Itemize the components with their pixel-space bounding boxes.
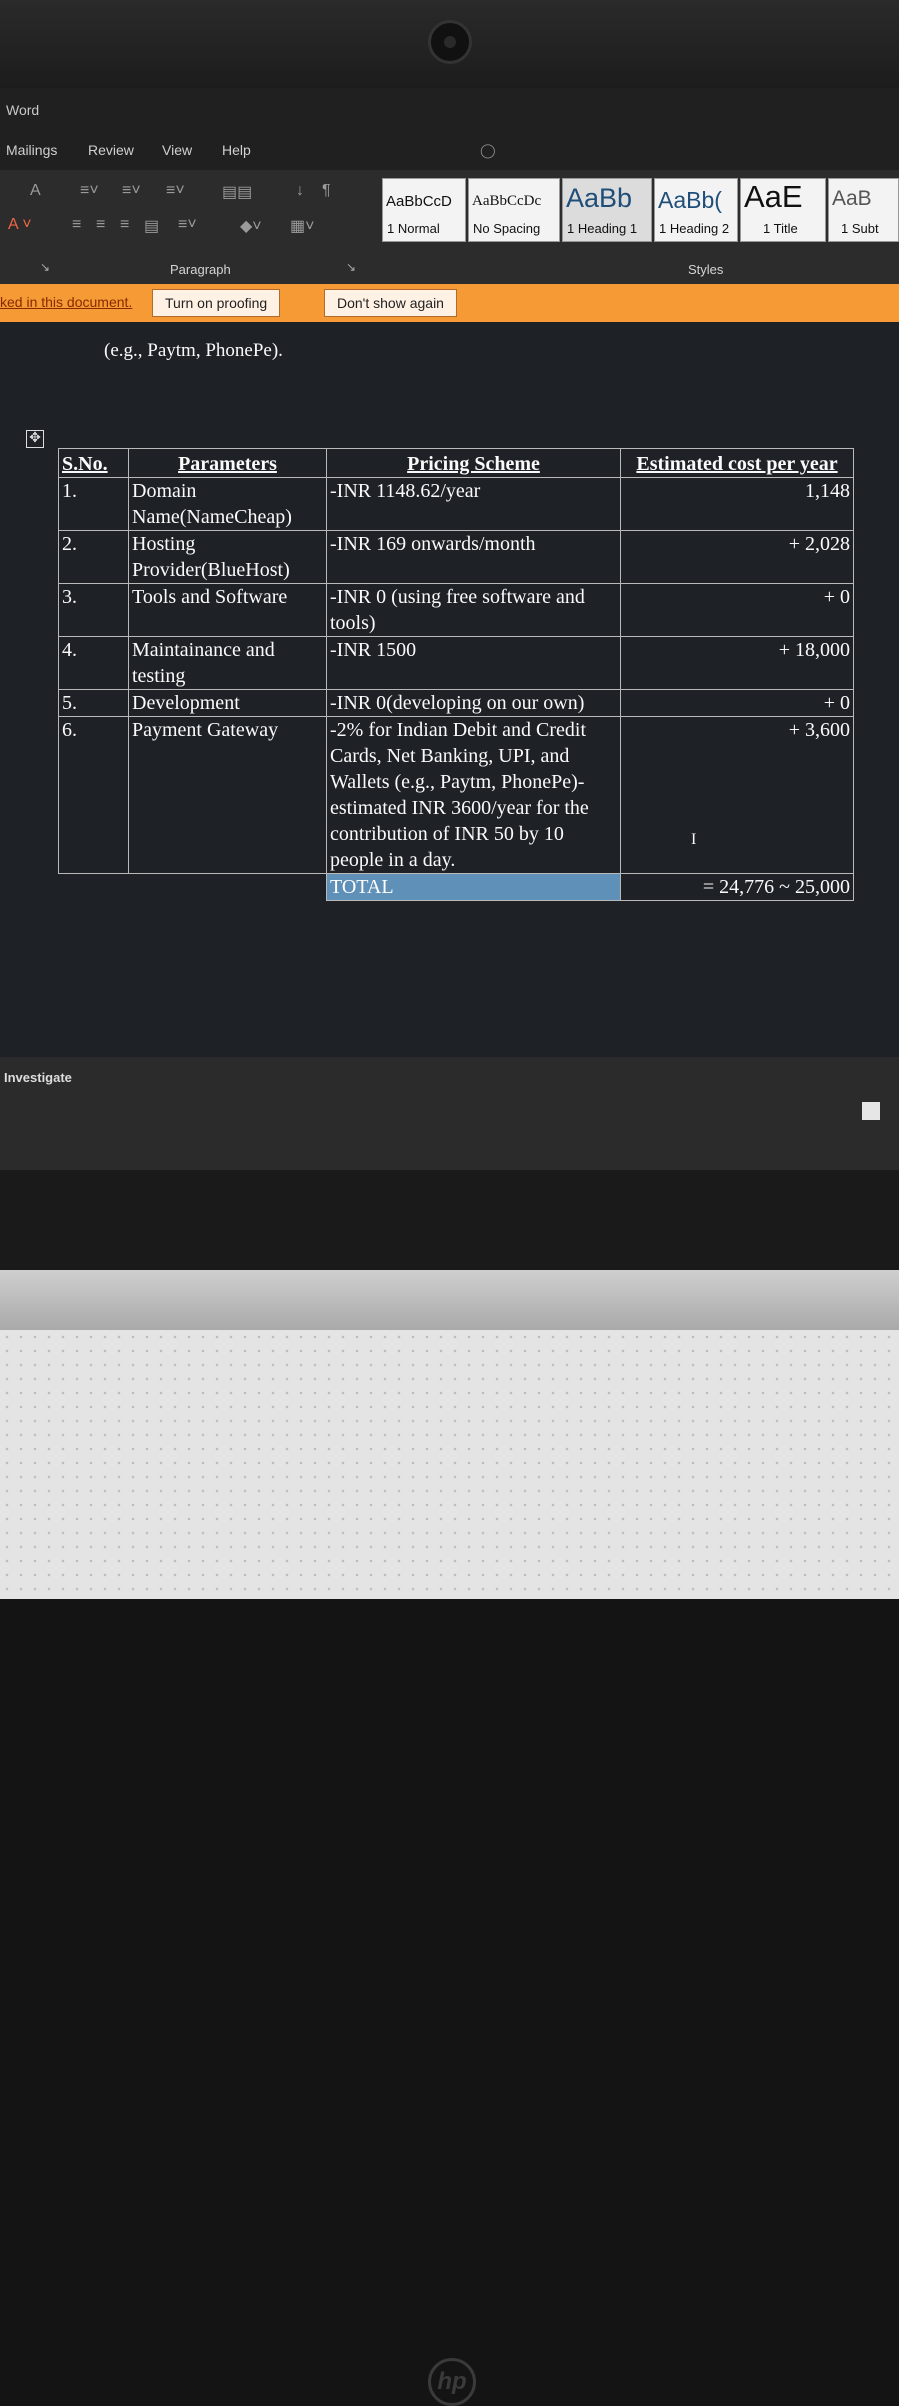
menu-mailings[interactable]: Mailings [6,142,58,158]
cell-parameter: Development [129,690,327,717]
style-name: No Spacing [473,221,541,236]
infobar-link[interactable]: ked in this document. [0,294,133,310]
table-row [59,690,854,717]
style-name: 1 Normal [387,221,440,236]
text-cursor-icon: I [691,831,697,848]
indent-icon[interactable]: ▤▤ [222,184,253,201]
total-value: = 24,776 ~ 25,000 [621,874,854,901]
style-title[interactable] [740,178,826,242]
webcam-icon [428,20,472,64]
table-row [59,717,854,874]
multilevel-list-icon[interactable]: ≡˅ [166,182,185,199]
numbering-icon[interactable]: ≡˅ [122,182,141,199]
paragraph-group-label: Paragraph [170,262,231,277]
cost-table [58,448,854,901]
styles-group-label: Styles [688,262,724,277]
table-move-handle-icon[interactable]: ✥ [26,430,44,448]
align-center-icon[interactable]: ≡ [96,216,106,233]
bullets-icon[interactable]: ≡˅ [80,182,99,199]
cell-cost: + 2,028 [621,531,854,584]
cell-pricing: -INR 169 onwards/month [327,531,621,584]
document-page[interactable] [0,322,899,1057]
font-color-icon[interactable]: A [30,182,41,199]
title-bar [0,88,899,130]
table-row [59,637,854,690]
total-label: TOTAL [327,874,621,901]
pilcrow-icon[interactable]: ¶ [322,182,331,199]
cell-pricing: -INR 1148.62/year [327,478,621,531]
table-header-row [59,449,854,478]
header-sno: S.No. [59,449,129,478]
preceding-text: (e.g., Paytm, PhonePe). [104,340,283,361]
table-row [59,531,854,584]
laptop-bezel [0,0,899,90]
cell-parameter: Payment Gateway [129,717,327,874]
table-total-row [59,874,854,901]
style-sample: AaBb( [658,187,722,213]
sort-icon[interactable]: ↓ [296,182,304,199]
cell-pricing: -INR 0 (using free software and tools) [327,584,621,637]
style-sample: AaBb [566,183,633,213]
cell-pricing: -INR 0(developing on our own) [327,690,621,717]
hp-logo: hp [428,2358,476,2406]
align-left-icon[interactable]: ≡ [72,216,82,233]
cell-cost-wrapper [621,717,854,874]
empty-cell [129,874,327,901]
style-name: 1 Title [763,221,798,236]
turn-on-proofing-button[interactable]: Turn on proofing [152,289,280,317]
cell-cost: + 0 [621,690,854,717]
menu-view[interactable]: View [162,142,193,158]
style-heading-1[interactable] [562,178,652,242]
ribbon [0,170,899,285]
cell-sno: 4. [59,637,129,690]
cell-pricing: -2% for Indian Debit and Credit Cards, Net Banking, UPI, and Wallets (e.g., Paytm, PhonePe)-estimated INR 3600/year for the contribution of INR 50 by 10 people in a day. [327,717,621,874]
cell-sno: 2. [59,531,129,584]
borders-icon[interactable]: ▦˅ [290,218,315,235]
style-heading-2[interactable] [654,178,738,242]
align-right-icon[interactable]: ≡ [120,216,130,233]
laptop-chin [0,1170,899,2395]
proofing-infobar [0,284,899,322]
cell-pricing: -INR 1500 [327,637,621,690]
cell-cost: + 0 [621,584,854,637]
cell-sno: 1. [59,478,129,531]
lightbulb-icon[interactable]: ◯ [480,142,496,158]
style-no-spacing[interactable] [468,178,560,242]
cell-parameter: Tools and Software [129,584,327,637]
cell-sno: 6. [59,717,129,874]
cell-sno: 3. [59,584,129,637]
empty-cell [59,874,129,901]
resize-handle-icon[interactable] [862,1102,880,1120]
app-name: Word [6,102,40,118]
laptop-hinge [0,1270,899,1330]
style-sample: AaE [744,179,803,214]
menu-bar [0,130,899,170]
cell-parameter: Hosting Provider(BlueHost) [129,531,327,584]
cell-parameter: Domain Name(NameCheap) [129,478,327,531]
header-pricing: Pricing Scheme [327,449,621,478]
style-name: 1 Subt [841,221,879,236]
cell-sno: 5. [59,690,129,717]
style-name: 1 Heading 1 [567,221,638,236]
cell-cost: + 18,000 [621,637,854,690]
style-sample: AaB [832,187,872,210]
cell-cost: 1,148 [621,478,854,531]
screen [0,88,899,1170]
header-estimated-cost: Estimated cost per year [621,449,854,478]
style-normal[interactable] [382,178,466,242]
laptop-deck [0,1330,899,1599]
style-sample: AaBbCcD [386,193,452,210]
shading-icon[interactable]: ◆˅ [240,218,262,235]
font-dialog-launcher-icon[interactable]: ↘ [40,260,51,274]
line-spacing-icon[interactable]: ≡˅ [178,216,197,233]
cell-parameter: Maintainance and testing [129,637,327,690]
status-investigate[interactable]: Investigate [4,1070,72,1085]
style-name: 1 Heading 2 [659,221,730,236]
style-sample: AaBbCcDc [472,193,542,209]
text-color-icon[interactable]: A ˅ [8,216,32,233]
menu-help[interactable]: Help [222,142,251,158]
style-subtitle[interactable] [828,178,899,242]
justify-icon[interactable]: ▤ [144,218,160,235]
cell-cost: + 3,600 [788,719,850,741]
menu-review[interactable]: Review [88,142,134,158]
paragraph-dialog-launcher-icon[interactable]: ↘ [346,260,357,274]
header-parameters: Parameters [129,449,327,478]
table-row [59,478,854,531]
table-row [59,584,854,637]
dont-show-again-button[interactable]: Don't show again [324,289,457,317]
